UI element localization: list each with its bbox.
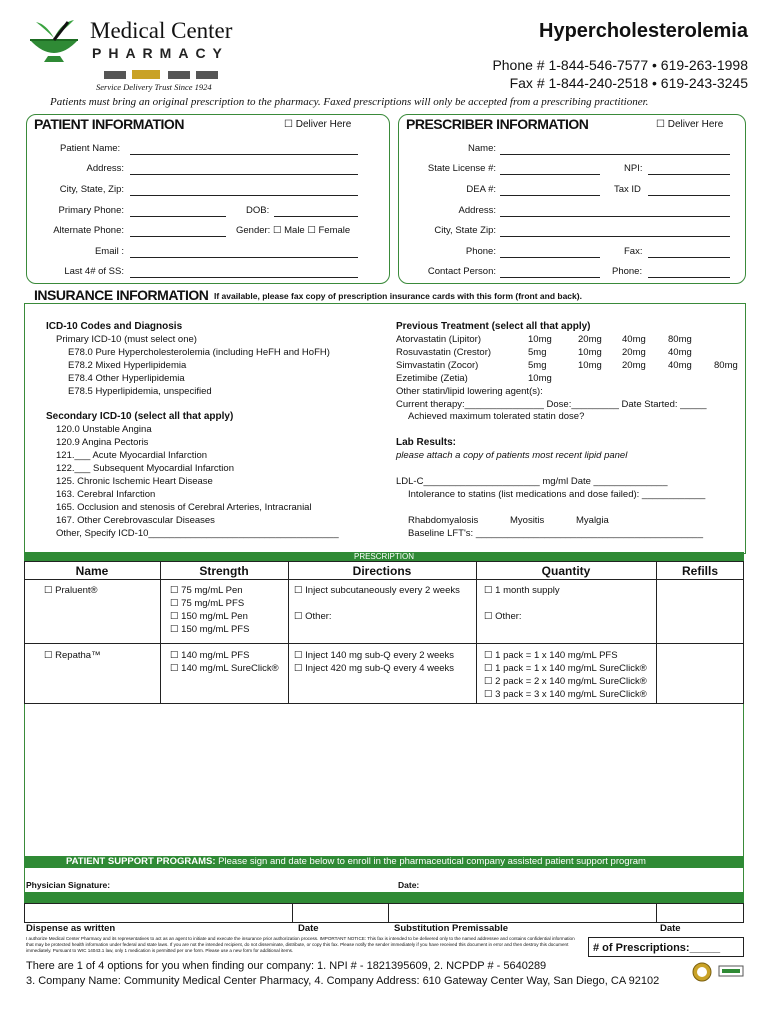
logo-sub: PHARMACY [92,45,229,61]
prescriber-taxid-field[interactable] [648,184,730,196]
prescriber-info-title: PRESCRIBER INFORMATION [406,116,589,132]
support-bar-title: PATIENT SUPPORT PROGRAMS: [66,856,216,867]
prescription-bar [24,552,744,561]
col-header-name: Name [75,564,109,578]
praluent-strength-option[interactable]: ☐ 75 mg/mL Pen [170,585,243,596]
treatment-dose-option[interactable]: 5mg [528,347,547,358]
myalgia-option[interactable]: Myalgia [576,515,609,526]
col-divider [656,561,657,704]
repatha-checkbox[interactable]: ☐ Repatha™ [44,650,101,661]
treatment-drug-name[interactable]: Ezetimibe (Zetia) [396,373,468,384]
notice: Patients must bring an original prescription to the pharmacy. Faxed prescriptions will only be accepted from a prescribing practitioner. [50,96,649,108]
lab-note: please attach a copy of patients most recent lipid panel [396,450,628,461]
page-title: Hypercholesterolemia [539,20,748,42]
patient-alt-phone-field[interactable] [130,225,226,237]
praluent-strength-option[interactable]: ☐ 150 mg/mL PFS [170,624,250,635]
dispense-date-label[interactable]: Date [298,923,319,934]
patient-deliver-checkbox[interactable]: ☐ Deliver Here [284,119,352,130]
treatment-drug-name[interactable]: Atorvastatin (Lipitor) [396,334,482,345]
patient-ss-label: Last 4# of SS: [64,266,124,277]
support-sig-row [24,868,744,892]
treatment-achieved[interactable]: Achieved maximum tolerated statin dose? [408,411,585,422]
icd-title: ICD-10 Codes and Diagnosis [46,321,183,332]
dispense-divider [388,903,389,923]
accreditation-seal-icon [692,962,712,982]
treatment-dose-option[interactable]: 5mg [528,360,547,371]
prescriber-name-label: Name: [468,143,496,154]
support-bottom-bar [24,892,744,903]
dispense-row [24,903,744,923]
physician-signature-label[interactable]: Physician Signature: [26,880,111,890]
col-divider [288,561,289,704]
praluent-direction-other[interactable]: ☐ Other: [294,611,332,622]
col-divider [160,561,161,704]
pharmacy-logo [24,16,84,68]
prescriber-info-box [398,114,746,284]
praluent-strength-option[interactable]: ☐ 75 mg/mL PFS [170,598,245,609]
prescriber-fax-field[interactable] [648,246,730,258]
icd-secondary-option[interactable]: 120.0 Unstable Angina [56,424,152,435]
rhabdo-option[interactable]: Rhabdomyalosis [408,515,479,526]
tagline: Service Delivery Trust Since 1924 [96,82,212,92]
praluent-strength-option[interactable]: ☐ 150 mg/mL Pen [170,611,248,622]
treatment-dose-option[interactable]: 10mg [528,373,552,384]
repatha-quantity-option[interactable]: ☐ 2 pack = 2 x 140 mg/mL SureClick® [484,676,647,687]
substitution-label[interactable]: Substitution Premissable [394,923,509,934]
patient-info-title: PATIENT INFORMATION [34,116,184,132]
treatment-other[interactable]: Other statin/lipid lowering agent(s): [396,386,543,397]
icd-other-field[interactable]: Other, Specify ICD-10____________________________________ [56,528,339,539]
patient-name-label: Patient Name: [60,143,121,154]
prescriber-address-label: Address: [458,205,496,216]
prescriptions-count-label: # of Prescriptions:_____ [593,942,721,954]
support-bar [24,856,744,868]
prescriptions-count-field[interactable] [588,937,744,957]
patient-address-field[interactable] [130,163,358,175]
prescriber-license-label: State License #: [427,163,496,174]
support-date-label[interactable]: Date: [398,880,420,890]
treatment-current[interactable]: Current therapy:_______________ Dose:_________ Date Started: _____ [396,399,707,410]
treatment-dose-option[interactable]: 10mg [528,334,552,345]
icd-secondary-option[interactable]: 165. Occlusion and stenosis of Cerebral Arteries, Intracranial [56,502,312,513]
praluent-quantity-option[interactable]: ☐ 1 month supply [484,585,560,596]
icd-secondary-option[interactable]: 167. Other Cerebrovascular Diseases [56,515,215,526]
dispense-as-written-label[interactable]: Dispense as written [26,923,116,934]
patient-gender-checkboxes[interactable]: Gender: ☐ Male ☐ Female [236,225,351,236]
prescriber-contact-field[interactable] [500,266,600,278]
prescriber-city-field[interactable] [500,225,730,237]
prescriber-city-label: City, State Zip: [434,225,496,236]
logo-name: Medical Center [90,18,233,43]
company-info-line1: There are 1 of 4 options for you when finding our company: 1. NPI # - 1821395609, 2. NCPDP # - 5640289 [26,960,547,972]
patient-dob-field[interactable] [274,205,358,217]
partner-logos [104,68,224,80]
icd-primary-option[interactable]: E78.0 Pure Hypercholesterolemia (including HeFH and HoFH) [68,347,330,358]
prescriber-license-field[interactable] [500,163,600,175]
prescriber-npi-field[interactable] [648,163,730,175]
icd-secondary-option[interactable]: 121.___ Acute Myocardial Infarction [56,450,208,461]
treatment-dose-option[interactable]: 10mg [578,360,602,371]
col-header-refills: Refills [681,564,718,578]
insurance-note: If available, please fax copy of prescription insurance cards with this form (front and back). [214,291,582,301]
treatment-drug-name[interactable]: Simvastatin (Zocor) [396,360,479,371]
patient-primary-phone-field[interactable] [130,205,226,217]
repatha-quantity-option[interactable]: ☐ 3 pack = 3 x 140 mg/mL SureClick® [484,689,647,700]
prescriber-deliver-checkbox[interactable]: ☐ Deliver Here [656,119,724,130]
row-divider [24,579,744,580]
treatment-dose-option[interactable]: 40mg [622,334,646,345]
prescriber-phone-field[interactable] [500,246,600,258]
icd-secondary-title: Secondary ICD-10 (select all that apply) [46,411,234,422]
authorization-text: I authorize Medical Center Pharmacy and its representatives to act as an agent to initiate and execute the insurance prior authorization process. IMPORTANT NOTICE: This fax is intended to be delivered only to the named addressee and contains confidential information that may be protected health information under federal and state laws. If you are not the intended recipient, do not disseminate, distribute, or copy this fax. Please notify the sender immediately if you have received this document in error and then destroy this document immediately. Pursuant to WIC 14043.1 law, only 1 medication is permitted per one form. Please use a new form for additional items. [26,936,575,954]
prescriber-address-field[interactable] [500,205,730,217]
treatment-dose-option[interactable]: 40mg [668,360,692,371]
myositis-option[interactable]: Myositis [510,515,545,526]
prescriber-contact-phone-field[interactable] [648,266,730,278]
col-header-directions: Directions [352,564,412,578]
prescriber-dea-label: DEA #: [466,184,496,195]
notes-area[interactable] [24,704,744,856]
patient-email-field[interactable] [130,246,358,258]
praluent-quantity-other[interactable]: ☐ Other: [484,611,522,622]
treatment-dose-option[interactable]: 20mg [622,347,646,358]
lab-title: Lab Results: [396,437,457,448]
patient-alt-phone-label: Alternate Phone: [53,225,124,236]
prescriber-npi-label: NPI: [624,163,643,174]
repatha-direction-option[interactable]: ☐ Inject 420 mg sub-Q every 4 weeks [294,663,455,674]
treatment-drug-name[interactable]: Rosuvastatin (Crestor) [396,347,492,358]
row-divider [24,643,744,644]
treatment-dose-option[interactable]: 40mg [668,347,692,358]
fax-numbers: Fax # 1-844-240-2518 • 619-243-3245 [509,75,748,91]
patient-primary-phone-label: Primary Phone: [58,205,124,216]
icd-primary-label: Primary ICD-10 (must select one) [56,334,197,345]
baseline-lft-field[interactable]: Baseline LFT's: ___________________________________________ [408,528,704,539]
repatha-quantity-option[interactable]: ☐ 1 pack = 1 x 140 mg/mL SureClick® [484,663,647,674]
treatment-dose-option[interactable]: 80mg [714,360,738,371]
prescriber-phone-label: Phone: [465,246,496,257]
icd-primary-option[interactable]: E78.4 Other Hyperlipidemia [68,373,185,384]
patient-info-box [26,114,390,284]
support-bar-text: Please sign and date below to enroll in the pharmaceutical company assisted patient support program [215,856,646,867]
ldl-field[interactable]: LDL-C______________________ mg/ml Date ______________ [396,476,668,487]
patient-city-label: City, State, Zip: [59,184,124,195]
col-divider [476,561,477,704]
patient-city-field[interactable] [130,184,358,196]
accreditation-logo-icon [718,964,744,980]
phone-numbers: Phone # 1-844-546-7577 • 619-263-1998 [492,57,748,73]
praluent-direction-option[interactable]: ☐ Inject subcutaneously every 2 weeks [294,585,460,596]
prescriber-contact-label: Contact Person: [427,266,496,277]
patient-email-label: Email : [94,246,124,257]
insurance-title: INSURANCE INFORMATION [34,287,209,303]
patient-ss-field[interactable] [130,266,358,278]
prescription-bar-label: PRESCRIPTION [353,552,414,561]
company-info-line2: 3. Company Name: Community Medical Center Pharmacy, 4. Company Address: 610 Gateway Center Way, San Diego, CA 92102 [26,975,660,987]
treatment-dose-option[interactable]: 10mg [578,347,602,358]
prescriber-contact-phone-label: Phone: [612,266,643,277]
treatment-dose-option[interactable]: 20mg [578,334,602,345]
icd-secondary-option[interactable]: 120.9 Angina Pectoris [56,437,149,448]
patient-name-field[interactable] [130,143,358,155]
prescriber-name-field[interactable] [500,143,730,155]
patient-dob-label: DOB: [246,205,270,216]
substitution-date-label[interactable]: Date [660,923,681,934]
col-header-quantity: Quantity [541,564,591,578]
repatha-strength-option[interactable]: ☐ 140 mg/mL PFS [170,650,250,661]
intolerance-field[interactable]: Intolerance to statins (list medications and dose failed): ____________ [408,489,706,500]
repatha-direction-option[interactable]: ☐ Inject 140 mg sub-Q every 2 weeks [294,650,455,661]
prescriber-taxid-label: Tax ID [614,184,641,195]
icd-secondary-option[interactable]: 125. Chronic Ischemic Heart Disease [56,476,213,487]
col-header-strength: Strength [199,564,249,578]
repatha-quantity-option[interactable]: ☐ 1 pack = 1 x 140 mg/mL PFS [484,650,618,661]
patient-address-label: Address: [86,163,124,174]
icd-secondary-option[interactable]: 122.___ Subsequent Myocardial Infarction [56,463,234,474]
dispense-divider [656,903,657,923]
praluent-checkbox[interactable]: ☐ Praluent® [44,585,98,596]
dispense-divider [292,903,293,923]
icd-primary-option[interactable]: E78.2 Mixed Hyperlipidemia [68,360,187,371]
icd-secondary-option[interactable]: 163. Cerebral Infarction [56,489,156,500]
icd-primary-option[interactable]: E78.5 Hyperlipidemia, unspecified [68,386,212,397]
treatment-dose-option[interactable]: 20mg [622,360,646,371]
prescriber-dea-field[interactable] [500,184,600,196]
treatment-title: Previous Treatment (select all that apply) [396,321,591,332]
treatment-dose-option[interactable]: 80mg [668,334,692,345]
repatha-strength-option[interactable]: ☐ 140 mg/mL SureClick® [170,663,279,674]
prescriber-fax-label: Fax: [624,246,643,257]
